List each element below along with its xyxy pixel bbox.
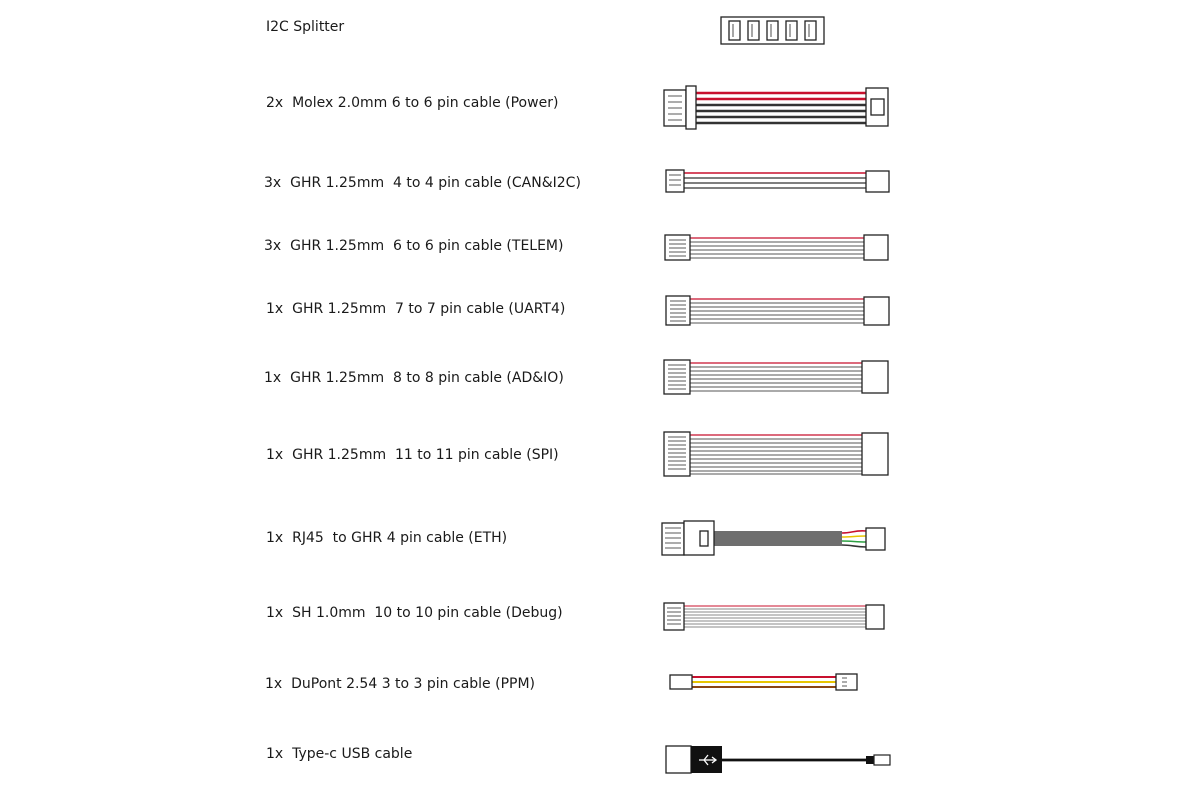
dupont-3pin-cable-icon: [670, 674, 857, 690]
sh-10pin-cable-icon: [664, 603, 884, 630]
item-label-sh-debug: 1x SH 1.0mm 10 to 10 pin cable (Debug): [266, 605, 563, 621]
item-label-ghr-ad-io: 1x GHR 1.25mm 8 to 8 pin cable (AD&IO): [264, 370, 564, 386]
item-label-ghr-can-i2c: 3x GHR 1.25mm 4 to 4 pin cable (CAN&I2C): [264, 175, 581, 191]
ghr-6pin-cable-icon: [665, 235, 888, 260]
item-label-dupont-ppm: 1x DuPont 2.54 3 to 3 pin cable (PPM): [265, 676, 536, 692]
i2c-splitter-icon: [721, 17, 824, 44]
item-label-ghr-uart4: 1x GHR 1.25mm 7 to 7 pin cable (UART4): [266, 301, 566, 317]
item-label-usb-typec: 1x Type-c USB cable: [266, 746, 413, 762]
ghr-11pin-cable-icon: [664, 432, 888, 476]
item-label-rj45-eth: 1x RJ45 to GHR 4 pin cable (ETH): [266, 530, 508, 546]
item-label-molex-power: 2x Molex 2.0mm 6 to 6 pin cable (Power): [266, 95, 559, 111]
item-label-i2c-splitter: I2C Splitter: [266, 19, 345, 35]
item-label-ghr-spi: 1x GHR 1.25mm 11 to 11 pin cable (SPI): [266, 447, 559, 463]
rj45-to-ghr-cable-icon: [662, 521, 885, 555]
item-label-ghr-telem: 3x GHR 1.25mm 6 to 6 pin cable (TELEM): [264, 238, 564, 254]
usb-typec-cable-icon: [666, 746, 890, 773]
molex-6pin-cable-icon: [664, 86, 888, 129]
ghr-4pin-cable-icon: [666, 170, 889, 192]
ghr-7pin-cable-icon: [666, 296, 889, 325]
ghr-8pin-cable-icon: [664, 360, 888, 394]
